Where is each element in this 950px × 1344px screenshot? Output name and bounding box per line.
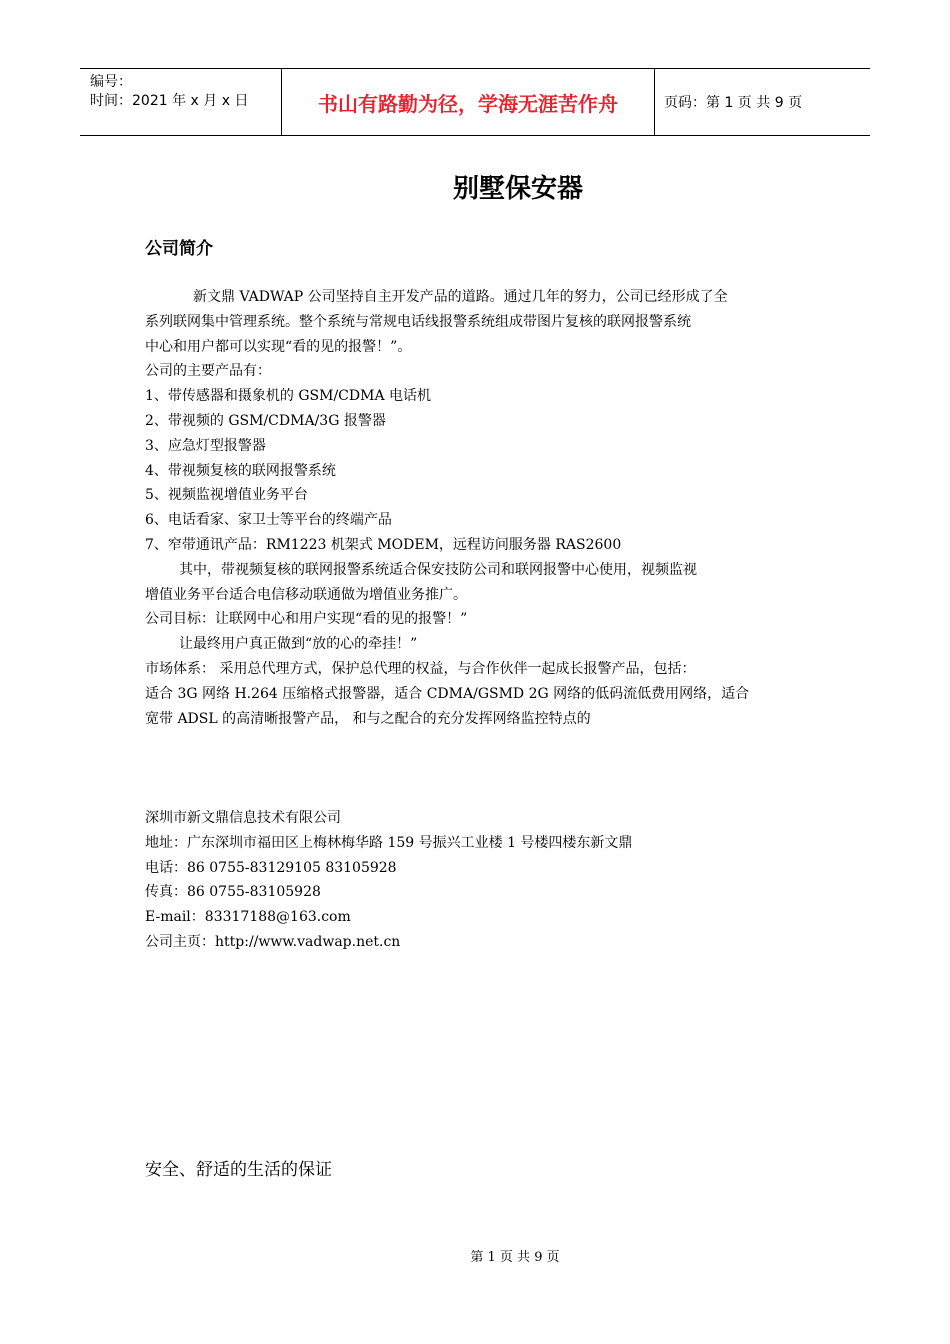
document-title: 别墅保安器 [452, 174, 583, 204]
product-item: 4、带视频复核的联网报警系统 [145, 462, 336, 479]
company-intro [145, 285, 810, 731]
company-name: 深圳市新文鼎信息技术有限公司 [145, 810, 341, 826]
doc-number-label: 编号： [90, 74, 132, 90]
slogan: 安全、舒适的生活的保证 [145, 1160, 332, 1180]
company-email: E-mail：83317188@163.com [145, 909, 351, 926]
company-website: 公司主页：http://www.vadwap.net.cn [145, 933, 401, 950]
market-system: 市场体系： 采用总代理方式，保护总代理的权益，与合作伙伴一起成长报警产品，包括： [145, 660, 696, 677]
doc-date-label: 时间：2021 年 x 月 x 日 [90, 93, 249, 109]
header-motto: 书山有路勤为径，学海无涯苦作舟 [281, 69, 655, 135]
product-item: 2、带视频的 GSM/CDMA/3G 报警器 [145, 412, 386, 429]
page-header [80, 68, 870, 136]
paragraph-line: 系列联网集中管理系统。整个系统与常规电话线报警系统组成带图片复核的联网报警系统 [145, 313, 691, 330]
paragraph-line: 公司的主要产品有： [145, 363, 271, 380]
product-item: 5、视频监视增值业务平台 [145, 487, 308, 504]
company-phone: 电话：86 0755-83129105 83105928 [145, 859, 397, 876]
market-system-line: 宽带 ADSL 的高清晰报警产品， 和与之配合的充分发挥网络监控特点的 [145, 710, 591, 727]
header-page-label: 页码：第 1 页 共 9 页 [664, 95, 803, 111]
paragraph-line: 其中，带视频复核的联网报警系统适合保安技防公司和联网报警中心使用，视频监视 [179, 561, 697, 578]
company-fax: 传真：86 0755-83105928 [145, 884, 321, 901]
paragraph-line: 新文鼎 VADWAP 公司坚持自主开发产品的道路。通过几年的努力，公司已经形成了全 [193, 289, 728, 305]
product-item: 3、应急灯型报警器 [145, 437, 266, 454]
header-meta [80, 69, 281, 135]
product-item: 6、电话看家、家卫士等平台的终端产品 [145, 512, 392, 529]
company-goal: 公司目标：让联网中心和用户实现“看的见的报警！” [145, 611, 468, 628]
contact-block [145, 806, 810, 955]
page-footer: 第 1 页 共 9 页 [470, 1250, 560, 1265]
company-goal-line: 让最终用户真正做到“放的心的牵挂！” [179, 636, 418, 653]
product-item: 1、带传感器和摄象机的 GSM/CDMA 电话机 [145, 388, 432, 405]
product-item: 7、窄带通讯产品：RM1223 机架式 MODEM，远程访问服务器 RAS2600 [145, 536, 622, 553]
section-title: 公司简介 [145, 239, 213, 259]
market-system-line: 适合 3G 网络 H.264 压缩格式报警器，适合 CDMA/GSMD 2G 网络的低码流低费用网络，适合 [145, 685, 750, 702]
paragraph-line: 增值业务平台适合电信移动联通做为增值业务推广。 [145, 586, 467, 603]
company-address: 地址：广东深圳市福田区上梅林梅华路 159 号振兴工业楼 1 号楼四楼东新文鼎 [145, 834, 633, 851]
paragraph-line: 中心和用户都可以实现“看的见的报警！”。 [145, 338, 412, 355]
